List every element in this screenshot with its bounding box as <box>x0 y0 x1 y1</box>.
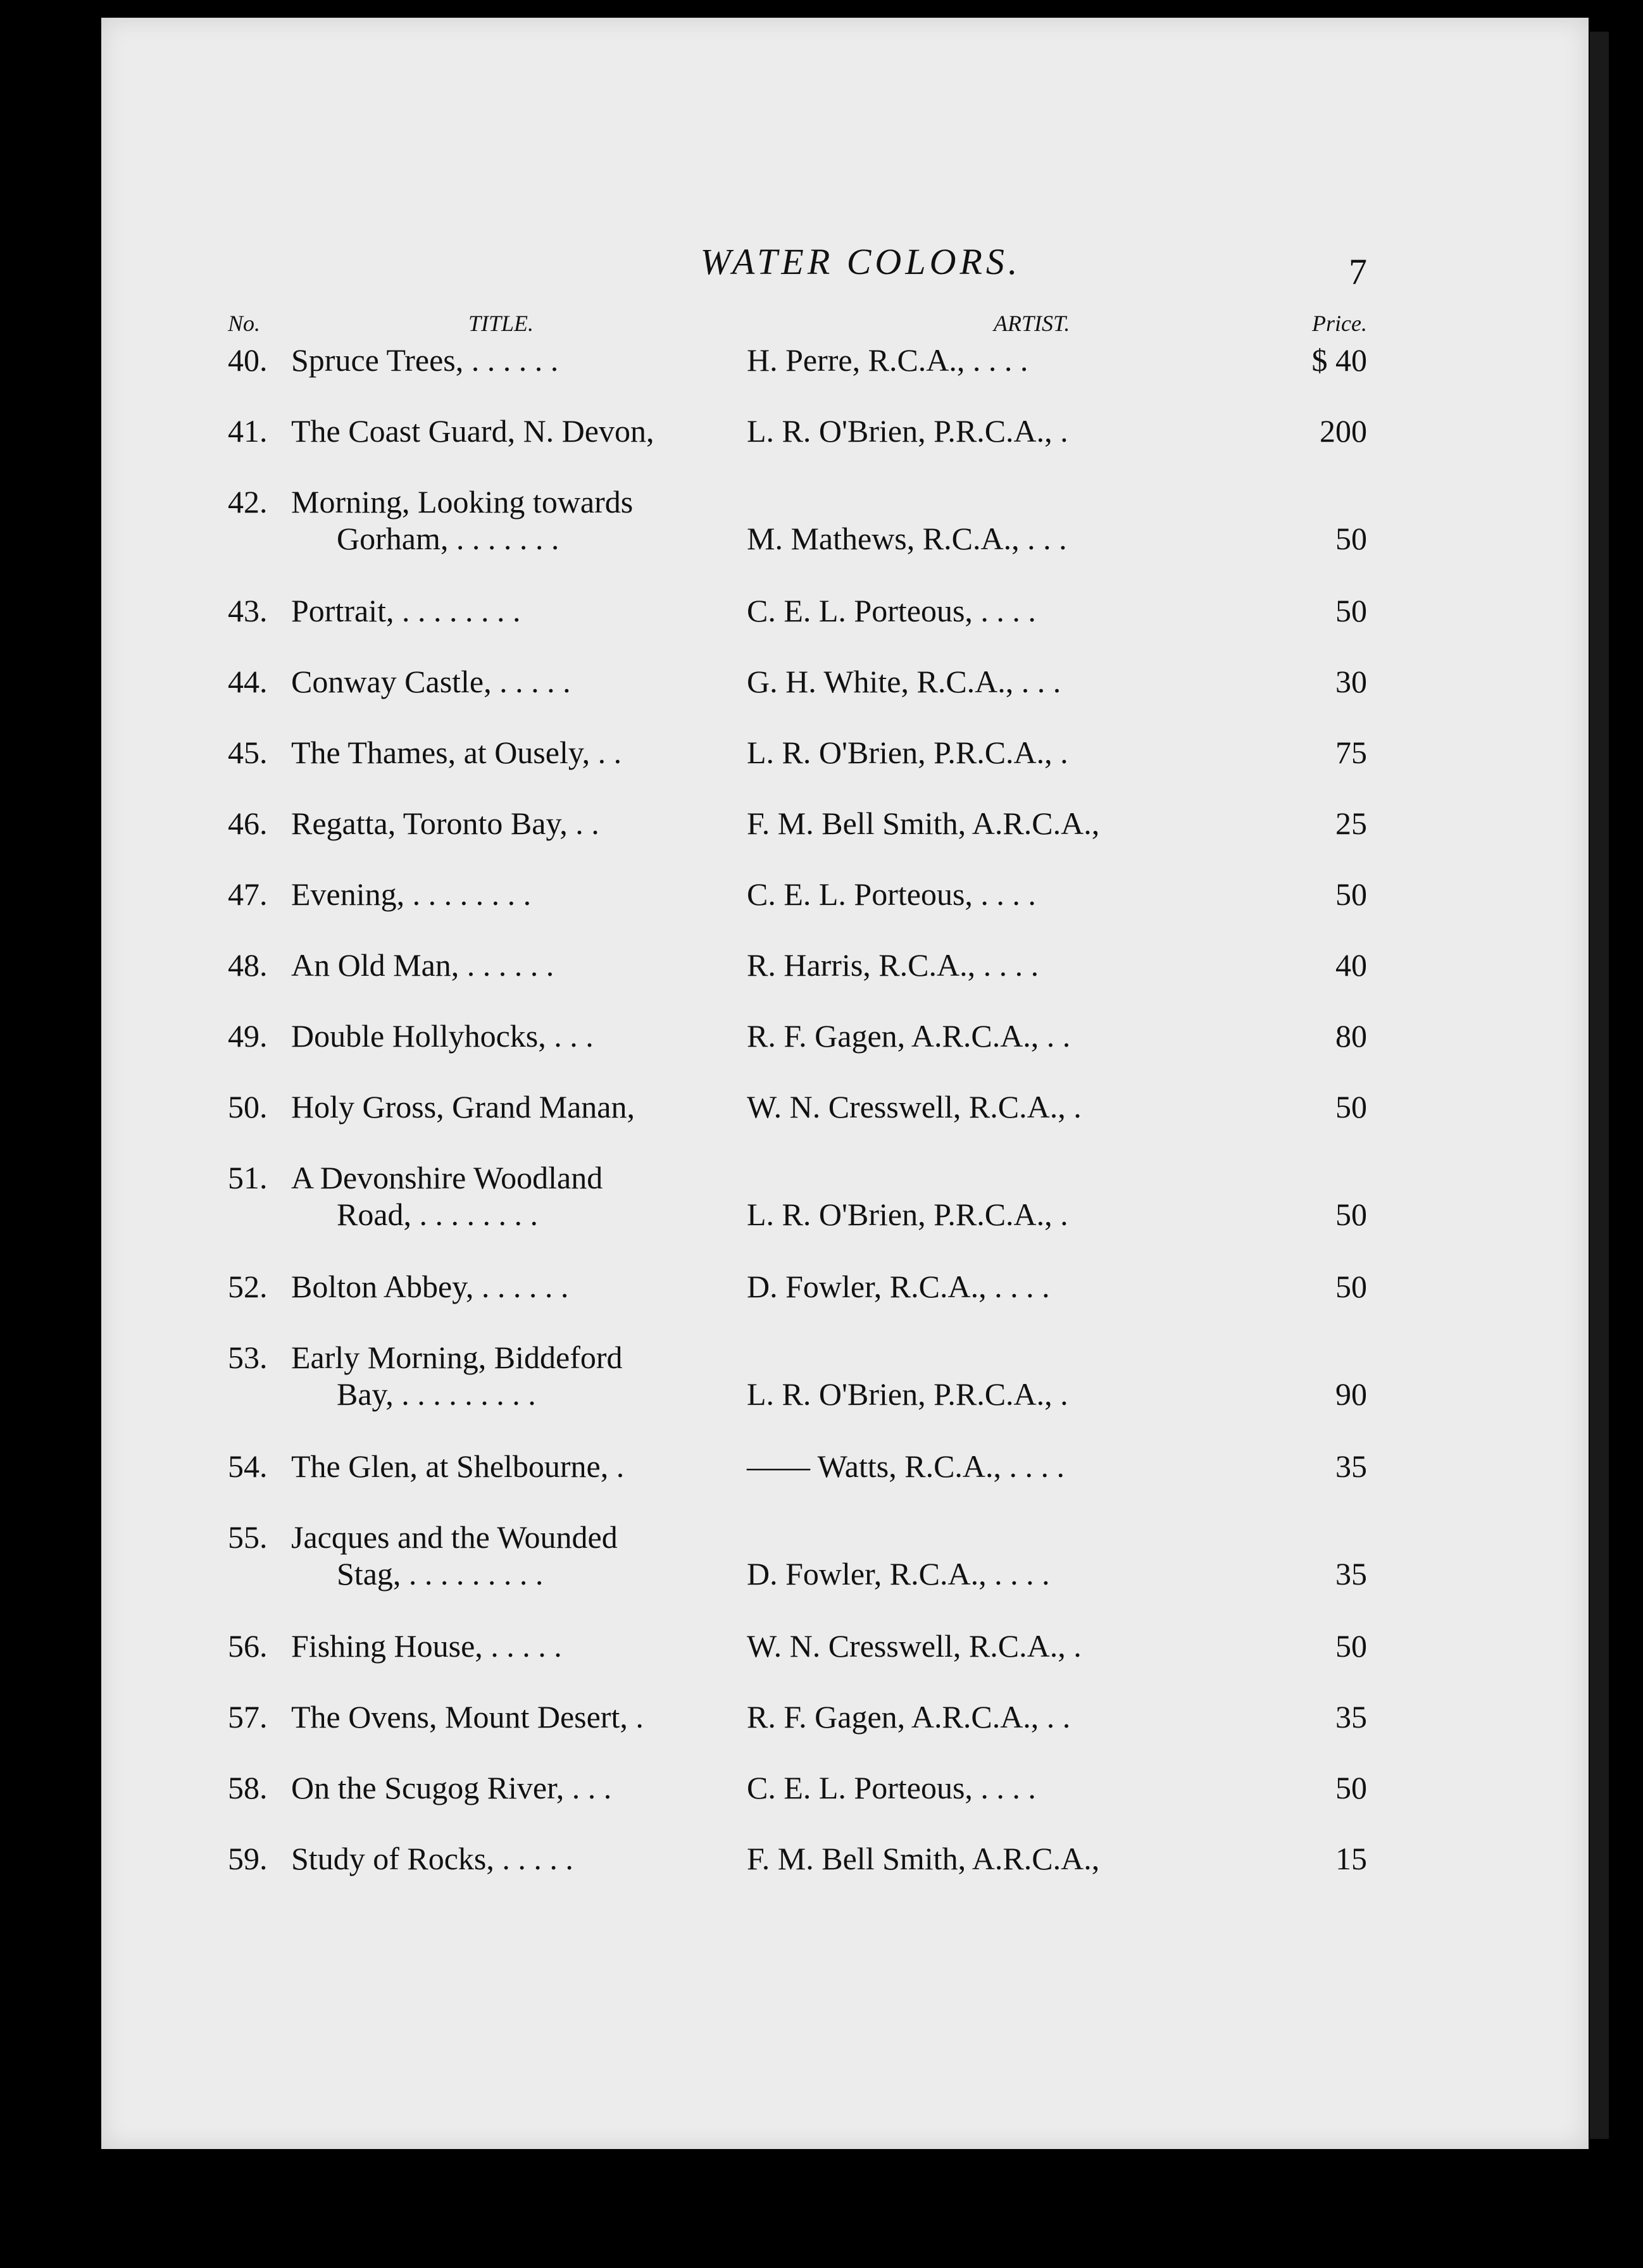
catalogue-entry <box>228 1339 1367 1448</box>
entry-price: 200 <box>1320 413 1367 449</box>
entry-artist: H. Perre, R.C.A., . . . . <box>747 342 1028 378</box>
entry-title: The Coast Guard, N. Devon, <box>291 413 654 449</box>
entry-number: 56. <box>228 1628 268 1664</box>
entry-artist: C. E. L. Porteous, . . . . <box>747 876 1036 912</box>
entry-title: A Devonshire Woodland <box>291 1160 603 1195</box>
entry-artist: R. F. Gagen, A.R.C.A., . . <box>747 1699 1071 1735</box>
entry-price: 75 <box>1335 735 1367 770</box>
entry-price: 50 <box>1335 593 1367 628</box>
entry-title: Fishing House, . . . . . <box>291 1628 562 1664</box>
entry-title: The Glen, at Shelbourne, . <box>291 1449 625 1484</box>
entry-number: 59. <box>228 1841 268 1876</box>
entry-title-continuation: Gorham, . . . . . . . <box>337 521 559 556</box>
entry-price: 50 <box>1335 1770 1367 1805</box>
entry-artist: L. R. O'Brien, P.R.C.A., . <box>747 1376 1068 1412</box>
entry-artist: L. R. O'Brien, P.R.C.A., . <box>747 1197 1068 1232</box>
catalogue-entry <box>228 1159 1367 1268</box>
catalogue-entry <box>228 342 1367 413</box>
entry-title: Regatta, Toronto Bay, . . <box>291 806 599 841</box>
entry-title: Holy Gross, Grand Manan, <box>291 1089 635 1125</box>
entry-price: 50 <box>1335 521 1367 556</box>
entry-number: 42. <box>228 484 268 520</box>
entry-artist: W. N. Cresswell, R.C.A., . <box>747 1628 1082 1664</box>
entry-price: $ 40 <box>1311 342 1367 378</box>
entry-artist: L. R. O'Brien, P.R.C.A., . <box>747 413 1068 449</box>
catalogue-entry <box>228 1840 1367 1911</box>
catalogue-entry <box>228 1769 1367 1840</box>
entry-title: The Thames, at Ousely, . . <box>291 735 622 770</box>
catalogue-entry <box>228 483 1367 592</box>
entry-title-continuation: Stag, . . . . . . . . . <box>337 1556 544 1592</box>
entry-price: 50 <box>1335 1197 1367 1232</box>
entry-artist: M. Mathews, R.C.A., . . . <box>747 521 1067 556</box>
entry-title: The Ovens, Mount Desert, . <box>291 1699 644 1735</box>
entry-number: 48. <box>228 947 268 983</box>
entry-price: 80 <box>1335 1018 1367 1054</box>
entry-number: 50. <box>228 1089 268 1125</box>
page-edge <box>1590 32 1609 2139</box>
entry-number: 49. <box>228 1018 268 1054</box>
entry-number: 45. <box>228 735 268 770</box>
catalogue-entry <box>228 1268 1367 1339</box>
entry-title: An Old Man, . . . . . . <box>291 947 554 983</box>
entry-number: 52. <box>228 1269 268 1304</box>
catalogue-entry <box>228 1628 1367 1698</box>
entry-price: 35 <box>1335 1699 1367 1735</box>
entry-artist: L. R. O'Brien, P.R.C.A., . <box>747 735 1068 770</box>
entry-artist: D. Fowler, R.C.A., . . . . <box>747 1269 1050 1304</box>
catalogue-entry <box>228 663 1367 734</box>
entry-number: 53. <box>228 1340 268 1375</box>
entry-artist: C. E. L. Porteous, . . . . <box>747 593 1036 628</box>
entry-title: On the Scugog River, . . . <box>291 1770 612 1805</box>
column-header-no: No. <box>228 311 261 336</box>
entry-title: Evening, . . . . . . . . <box>291 876 532 912</box>
page-number: 7 <box>1349 251 1367 292</box>
entry-title: Double Hollyhocks, . . . <box>291 1018 594 1054</box>
entry-number: 41. <box>228 413 268 449</box>
entry-title: Bolton Abbey, . . . . . . <box>291 1269 569 1304</box>
entry-artist: R. Harris, R.C.A., . . . . <box>747 947 1039 983</box>
catalogue-entry <box>228 592 1367 663</box>
entry-number: 54. <box>228 1449 268 1484</box>
entry-price: 35 <box>1335 1449 1367 1484</box>
entry-title: Early Morning, Biddeford <box>291 1340 623 1375</box>
entry-price: 35 <box>1335 1556 1367 1592</box>
catalogue-entry <box>228 1088 1367 1159</box>
entry-title: Conway Castle, . . . . . <box>291 664 571 699</box>
entry-number: 40. <box>228 342 268 378</box>
column-header-title: TITLE. <box>468 311 534 336</box>
entry-price: 90 <box>1335 1376 1367 1412</box>
entry-number: 51. <box>228 1160 268 1195</box>
entry-artist: F. M. Bell Smith, A.R.C.A., <box>747 1841 1100 1876</box>
entry-price: 25 <box>1335 806 1367 841</box>
entry-title-continuation: Road, . . . . . . . . <box>337 1197 539 1232</box>
entry-number: 58. <box>228 1770 268 1805</box>
entry-artist: G. H. White, R.C.A., . . . <box>747 664 1061 699</box>
entry-number: 47. <box>228 876 268 912</box>
entry-artist: R. F. Gagen, A.R.C.A., . . <box>747 1018 1071 1054</box>
entry-price: 50 <box>1335 1628 1367 1664</box>
entry-price: 30 <box>1335 664 1367 699</box>
entry-price: 15 <box>1335 1841 1367 1876</box>
entry-artist: C. E. L. Porteous, . . . . <box>747 1770 1036 1805</box>
entry-title: Portrait, . . . . . . . . <box>291 593 521 628</box>
entry-number: 44. <box>228 664 268 699</box>
entry-number: 55. <box>228 1519 268 1555</box>
entry-title-continuation: Bay, . . . . . . . . . <box>337 1376 536 1412</box>
entry-number: 46. <box>228 806 268 841</box>
column-header-price: Price. <box>1312 311 1367 336</box>
catalogue-entry <box>228 876 1367 947</box>
entry-price: 50 <box>1335 1269 1367 1304</box>
entry-artist: F. M. Bell Smith, A.R.C.A., <box>747 806 1100 841</box>
entry-number: 57. <box>228 1699 268 1735</box>
entry-number: 43. <box>228 593 268 628</box>
column-header-artist: ARTIST. <box>994 311 1070 336</box>
entry-title: Spruce Trees, . . . . . . <box>291 342 559 378</box>
entry-title: Study of Rocks, . . . . . <box>291 1841 573 1876</box>
entry-title: Morning, Looking towards <box>291 484 634 520</box>
entry-artist: D. Fowler, R.C.A., . . . . <box>747 1556 1050 1592</box>
catalogue-entry <box>228 805 1367 876</box>
catalogue-entry <box>228 1698 1367 1769</box>
section-title: WATER COLORS. <box>700 241 1021 282</box>
catalogue-entry <box>228 1018 1367 1088</box>
catalogue-entry <box>228 734 1367 805</box>
entry-title: Jacques and the Wounded <box>291 1519 618 1555</box>
entry-price: 50 <box>1335 1089 1367 1125</box>
catalogue-entry <box>228 947 1367 1018</box>
entry-price: 50 <box>1335 876 1367 912</box>
entry-list <box>228 342 1367 1911</box>
catalogue-entry <box>228 1448 1367 1519</box>
entry-artist: W. N. Cresswell, R.C.A., . <box>747 1089 1082 1125</box>
entry-price: 40 <box>1335 947 1367 983</box>
entry-artist: —— Watts, R.C.A., . . . . <box>747 1449 1065 1484</box>
catalogue-entry <box>228 413 1367 483</box>
catalogue-entry <box>228 1519 1367 1628</box>
